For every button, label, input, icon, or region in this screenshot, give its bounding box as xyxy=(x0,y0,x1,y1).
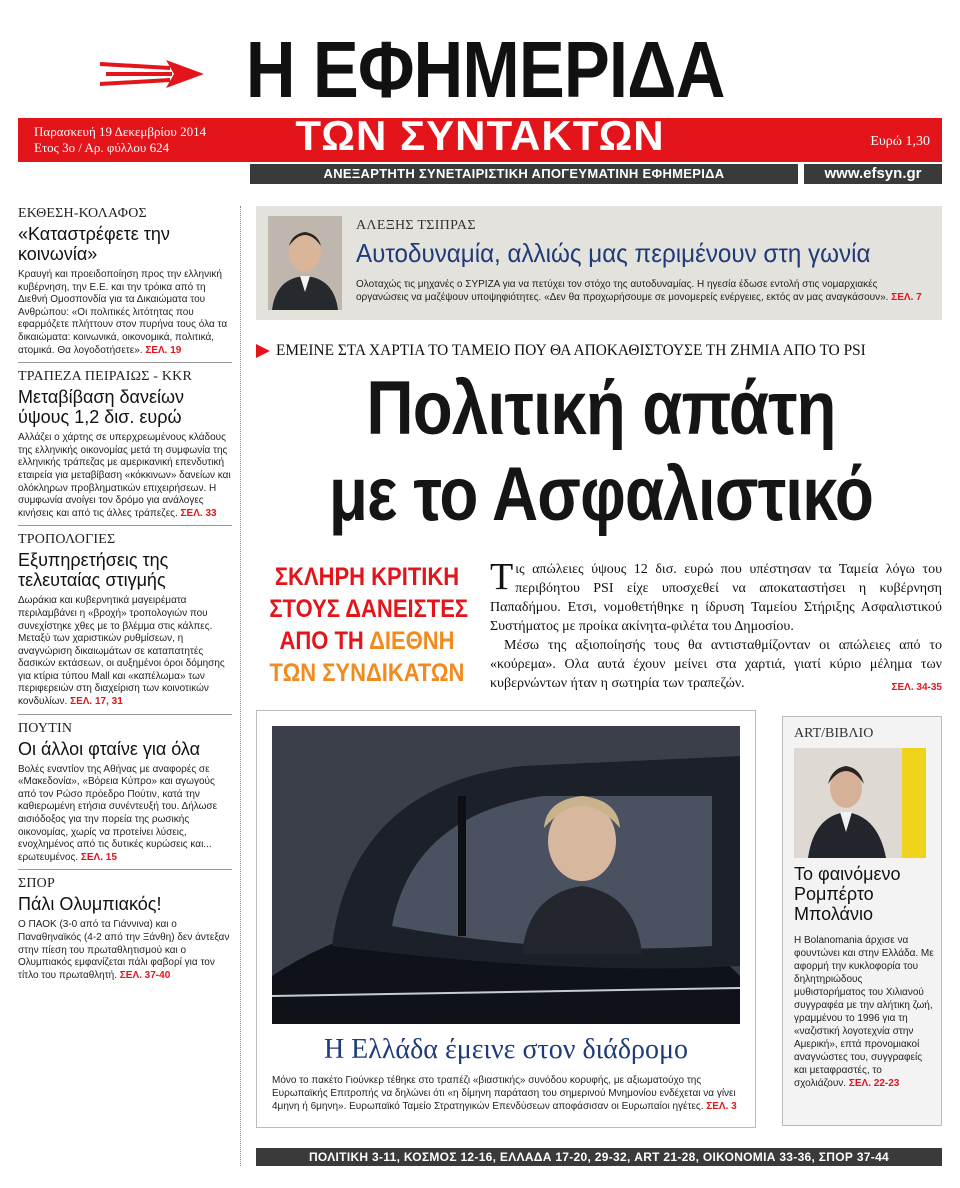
issue-date: Παρασκευή 19 Δεκεμβρίου 2014 xyxy=(34,124,207,139)
tsipras-headline: Αυτοδυναμία, αλλιώς μας περιμένουν στη γωνία xyxy=(356,238,871,268)
subhead-line3-red: ΑΠΟ ΤΗ xyxy=(279,627,370,655)
left-story[interactable] xyxy=(18,206,232,363)
price: Ευρώ 1,30 xyxy=(870,134,930,149)
tsipras-body-wrap xyxy=(356,278,932,304)
main-headline-line2[interactable]: με το Ασφαλιστικό xyxy=(328,452,874,537)
tsipras-kicker: ΑΛΕΞΗΣ ΤΣΙΠΡΑΣ xyxy=(356,218,476,233)
story-body: Δωράκια και κυβερνητικά μαγειρέματα περιλαμβάνει η «βροχή» τροπολογιών που συνεχίστηκε χθες με το βλέμμα στις κάλπες. Μεταξύ των χαριστικών ρυθμίσεων, η αναγνώριση δικαιωμάτων σε καταπατητές δασικών εκτάσεων, οι αυξημένοι όροι δόμησης για κτίρια τύπου Mall και «καπέλωμα» των περιφερειών στη διαχείριση των κοινοτικών κονδυλίων. xyxy=(18,595,225,708)
subhead-line4: ΤΩΝ ΣΥΝΔΙΚΑΤΩΝ xyxy=(269,659,465,687)
left-story[interactable] xyxy=(18,369,232,526)
story-kicker: ΠΟΥΤΙΝ xyxy=(18,720,73,736)
page-ref: ΣΕΛ. 37-40 xyxy=(119,969,171,981)
page-ref: ΣΕΛ. 22-23 xyxy=(848,1078,900,1089)
subhead-line1: ΣΚΛΗΡΗ ΚΡΙΤΙΚΗ xyxy=(274,563,460,591)
page-ref: ΣΕΛ. 34-35 xyxy=(891,682,942,693)
story-headline: Μεταβίβαση δανείων ύψους 1,2 δισ. ευρώ xyxy=(18,387,185,428)
masthead-subtitle: ΤΩΝ ΣΥΝΤΑΚΤΩΝ xyxy=(295,112,665,159)
main-paragraph-2: Μέσω της αξιοποίησής τους θα αντισταθμίζονταν οι απώλειες από το «κούρεμα». Ολα αυτά έχουν μείνει στα χαρτιά, γιατί κύριο μέλημα των κυβερνώντων ήταν η σωτηρία των τραπεζών. xyxy=(490,638,942,691)
car-window-photo xyxy=(272,726,740,1024)
page-ref: ΣΕΛ. 15 xyxy=(80,851,117,863)
arrow-right-icon xyxy=(256,344,270,358)
dropcap: Τ xyxy=(490,556,514,598)
subhead-line2: ΣΤΟΥΣ ΔΑΝΕΙΣΤΕΣ xyxy=(269,595,469,623)
photo-story-body: Μόνο το πακέτο Γιούνκερ τέθηκε στο τραπέζι «βιαστικής» συνόδου κορυφής, με αξιωματούχο της Ευρωπαϊκής Επιτροπής να δηλώνει ότι «η δίμηνη παράταση του σημερινού Μνημονίου ενδέχεται να γίνει 4μηνη ή 6μηνη». Ευρωπαϊκό Ταμείο Στρατηγικών Επενδύσεων αποφάσισαν οι Ευρωπαίοι ηγέτες. xyxy=(272,1075,736,1112)
website-link[interactable]: www.efsyn.gr xyxy=(824,165,922,182)
main-paragraph-1: ις απώλειες ύψους 12 δισ. ευρώ που υπέστησαν τα Ταμεία λόγω του περιβόητου PSI είχε υποσχεθεί να αποκαταστήσει η κυβέρνηση Παπαδήμου. Ετσι, νομοθετήθηκε η ίδρυση Ταμείου Στήριξης Ασφαλιστικού Συστήματος με προίκα ακίνητα-φιλέτα του Δημοσίου. xyxy=(490,562,942,634)
art-body-wrap xyxy=(794,934,934,1090)
section-index: ΠΟΛΙΤΙΚΗ 3-11, ΚΟΣΜΟΣ 12-16, ΕΛΛΑΔΑ 17-20, 29-32, ART 21-28, ΟΙΚΟΝΟΜΙΑ 33-36, ΣΠΟΡ 37-44 xyxy=(308,1150,890,1164)
art-kicker: ART/ΒΙΒΛΙΟ xyxy=(794,726,874,741)
story-headline: Οι άλλοι φταίνε για όλα xyxy=(18,738,201,759)
story-headline: Πάλι Ολυμπιακός! xyxy=(18,894,162,915)
story-headline: «Καταστρέφετε την κοινωνία» xyxy=(18,224,170,264)
story-body: Κραυγή και προειδοποίηση προς την ελληνική κυβέρνηση, την Ε.Ε. και την τρόικα από τη Διεθνή Ομοσπονδία για τα Δικαιώματα του Ανθρώπου: «Οι πολιτικές λιτότητας που εφαρμόζετε πλήττουν στον πυρήνα τους όλα τα δικαιώματα: κοινωνικά, οικονομικά, πολιτικά, ατομικά. Θα λογοδοτήσετε». xyxy=(18,269,228,356)
page-ref: ΣΕΛ. 19 xyxy=(145,344,182,356)
story-body: Βολές εναντίον της Αθήνας με αναφορές σε «Μακεδονία», «Βόρεια Κύπρο» και αγωγούς από τον Ρώσο πρόεδρο Πούτιν, κατά την καθιερωμένη ετήσια συνέντευξή του. Δήλωσε αισιόδοξος για την πορεία της ρωσικής οικονομίας, χωρίς να προτείνει λύσεις, ενοχλημένος από τις δυτικές κυρώσεις και... ερωτευμένος. xyxy=(18,763,218,863)
story-body: Ο ΠΑΟΚ (3-0 από τα Γιάννινα) και ο Παναθηναϊκός (4-2 από την Ξάνθη) δεν άντεξαν στην πίεση του πρωταθλητισμού και ο Ολυμπιακός εμφανίζεται πάλι φαβορί για τον τίτλο του πρωταθλητή. xyxy=(18,919,230,981)
story-kicker: ΣΠΟΡ xyxy=(18,876,55,892)
masthead-title: Η ΕΦΗΜΕΡΙΔΑ xyxy=(245,25,725,114)
page-ref: ΣΕΛ. 17, 31 xyxy=(70,696,123,708)
portrait-icon xyxy=(268,216,342,310)
subhead-line3 xyxy=(269,626,464,656)
main-headline-line1[interactable]: Πολιτική απάτη xyxy=(366,366,836,451)
portrait-icon xyxy=(794,748,926,858)
tagline: ΑΝΕΞΑΡΤΗΤΗ ΣΥΝΕΤΑΙΡΙΣΤΙΚΗ ΑΠΟΓΕΥΜΑΤΙΝΗ ΕΦΗΜΕΡΙΔΑ xyxy=(323,166,725,181)
page-ref: ΣΕΛ. 33 xyxy=(180,507,217,519)
main-kicker: ΕΜΕΙΝΕ ΣΤΑ ΧΑΡΤΙΑ ΤΟ ΤΑΜΕΙΟ ΠΟΥ ΘΑ ΑΠΟΚΑΘΙΣΤΟΥΣΕ ΤΗ ΖΗΜΙΑ ΑΠΟ ΤΟ PSI xyxy=(276,342,866,359)
photo-story-headline: Η Ελλάδα έμεινε στον διάδρομο xyxy=(323,1034,689,1065)
bolano-photo xyxy=(794,748,926,858)
left-story[interactable] xyxy=(18,532,232,714)
left-story[interactable] xyxy=(18,721,232,871)
story-kicker: ΤΡΟΠΟΛΟΓΙΕΣ xyxy=(18,532,116,548)
tsipras-photo xyxy=(268,216,342,310)
left-column xyxy=(18,206,232,993)
issue-number: Ετος 3ο / Αρ. φύλλου 624 xyxy=(34,140,170,155)
pen-nib-logo-icon xyxy=(100,52,210,96)
left-story[interactable] xyxy=(18,876,232,987)
art-body: Η Bolanomania άρχισε να φουντώνει και στην Ελλάδα. Με αφορμή την κυκλοφορία του δηλητηριώδους μυθιστορήματος του Χιλιανού συγγραφέα με την αλήτικη ζωή, γραμμένου το 1996 για τη «ναζιστική λογοτεχνία στην Αμερική», επτά προνομιακοί αναγνώστες του, συγγραφείς και μεταφραστές, το σχολιάζουν. xyxy=(794,935,934,1089)
story-headline: Εξυπηρετήσεις της τελευταίας στιγμής xyxy=(18,550,169,591)
photo-story-body-wrap xyxy=(272,1074,744,1113)
column-divider xyxy=(240,206,241,1166)
page-ref: ΣΕΛ. 7 xyxy=(891,292,922,303)
story-kicker: ΤΡΑΠΕΖΑ ΠΕΙΡΑΙΩΣ - KKR xyxy=(18,369,193,385)
car-photo-icon xyxy=(272,726,740,1024)
subhead-line3-orange: ΔΙΕΘΝΗ xyxy=(369,627,455,655)
page-ref: ΣΕΛ. 3 xyxy=(706,1101,737,1112)
art-headline: Το φαινόμενο Ρομπέρτο Μπολάνιο xyxy=(794,864,901,924)
tsipras-body: Ολοταχώς τις μηχανές ο ΣΥΡΙΖΑ για να πετύχει τον στόχο της αυτοδυναμίας. Η ηγεσία έδωσε εντολή στις νομαρχιακές οργανώσεις να μαζέψουν υποψηφιότητες. «Δεν θα προχωρήσουμε σε μονομερείς ενέργειες, εκτός αν μας αναγκάσουν». xyxy=(356,279,889,303)
story-body: Αλλάζει ο χάρτης σε υπερχρεωμένους κλάδους της ελληνικής οικονομίας μετά τη συμφωνία της ελληνικής τράπεζας με αμερικανική επενδυτική εταιρεία για μεταβίβαση «κόκκινων» δανείων και ολόκληρων προβληματικών επιχειρήσεων. Η συμφωνία ανοίγει τον δρόμο για ανάλογες κινήσεις και από τις άλλες τράπεζες. xyxy=(18,432,231,519)
main-body xyxy=(490,556,942,697)
story-kicker: ΕΚΘΕΣΗ-ΚΟΛΑΦΟΣ xyxy=(18,206,147,221)
